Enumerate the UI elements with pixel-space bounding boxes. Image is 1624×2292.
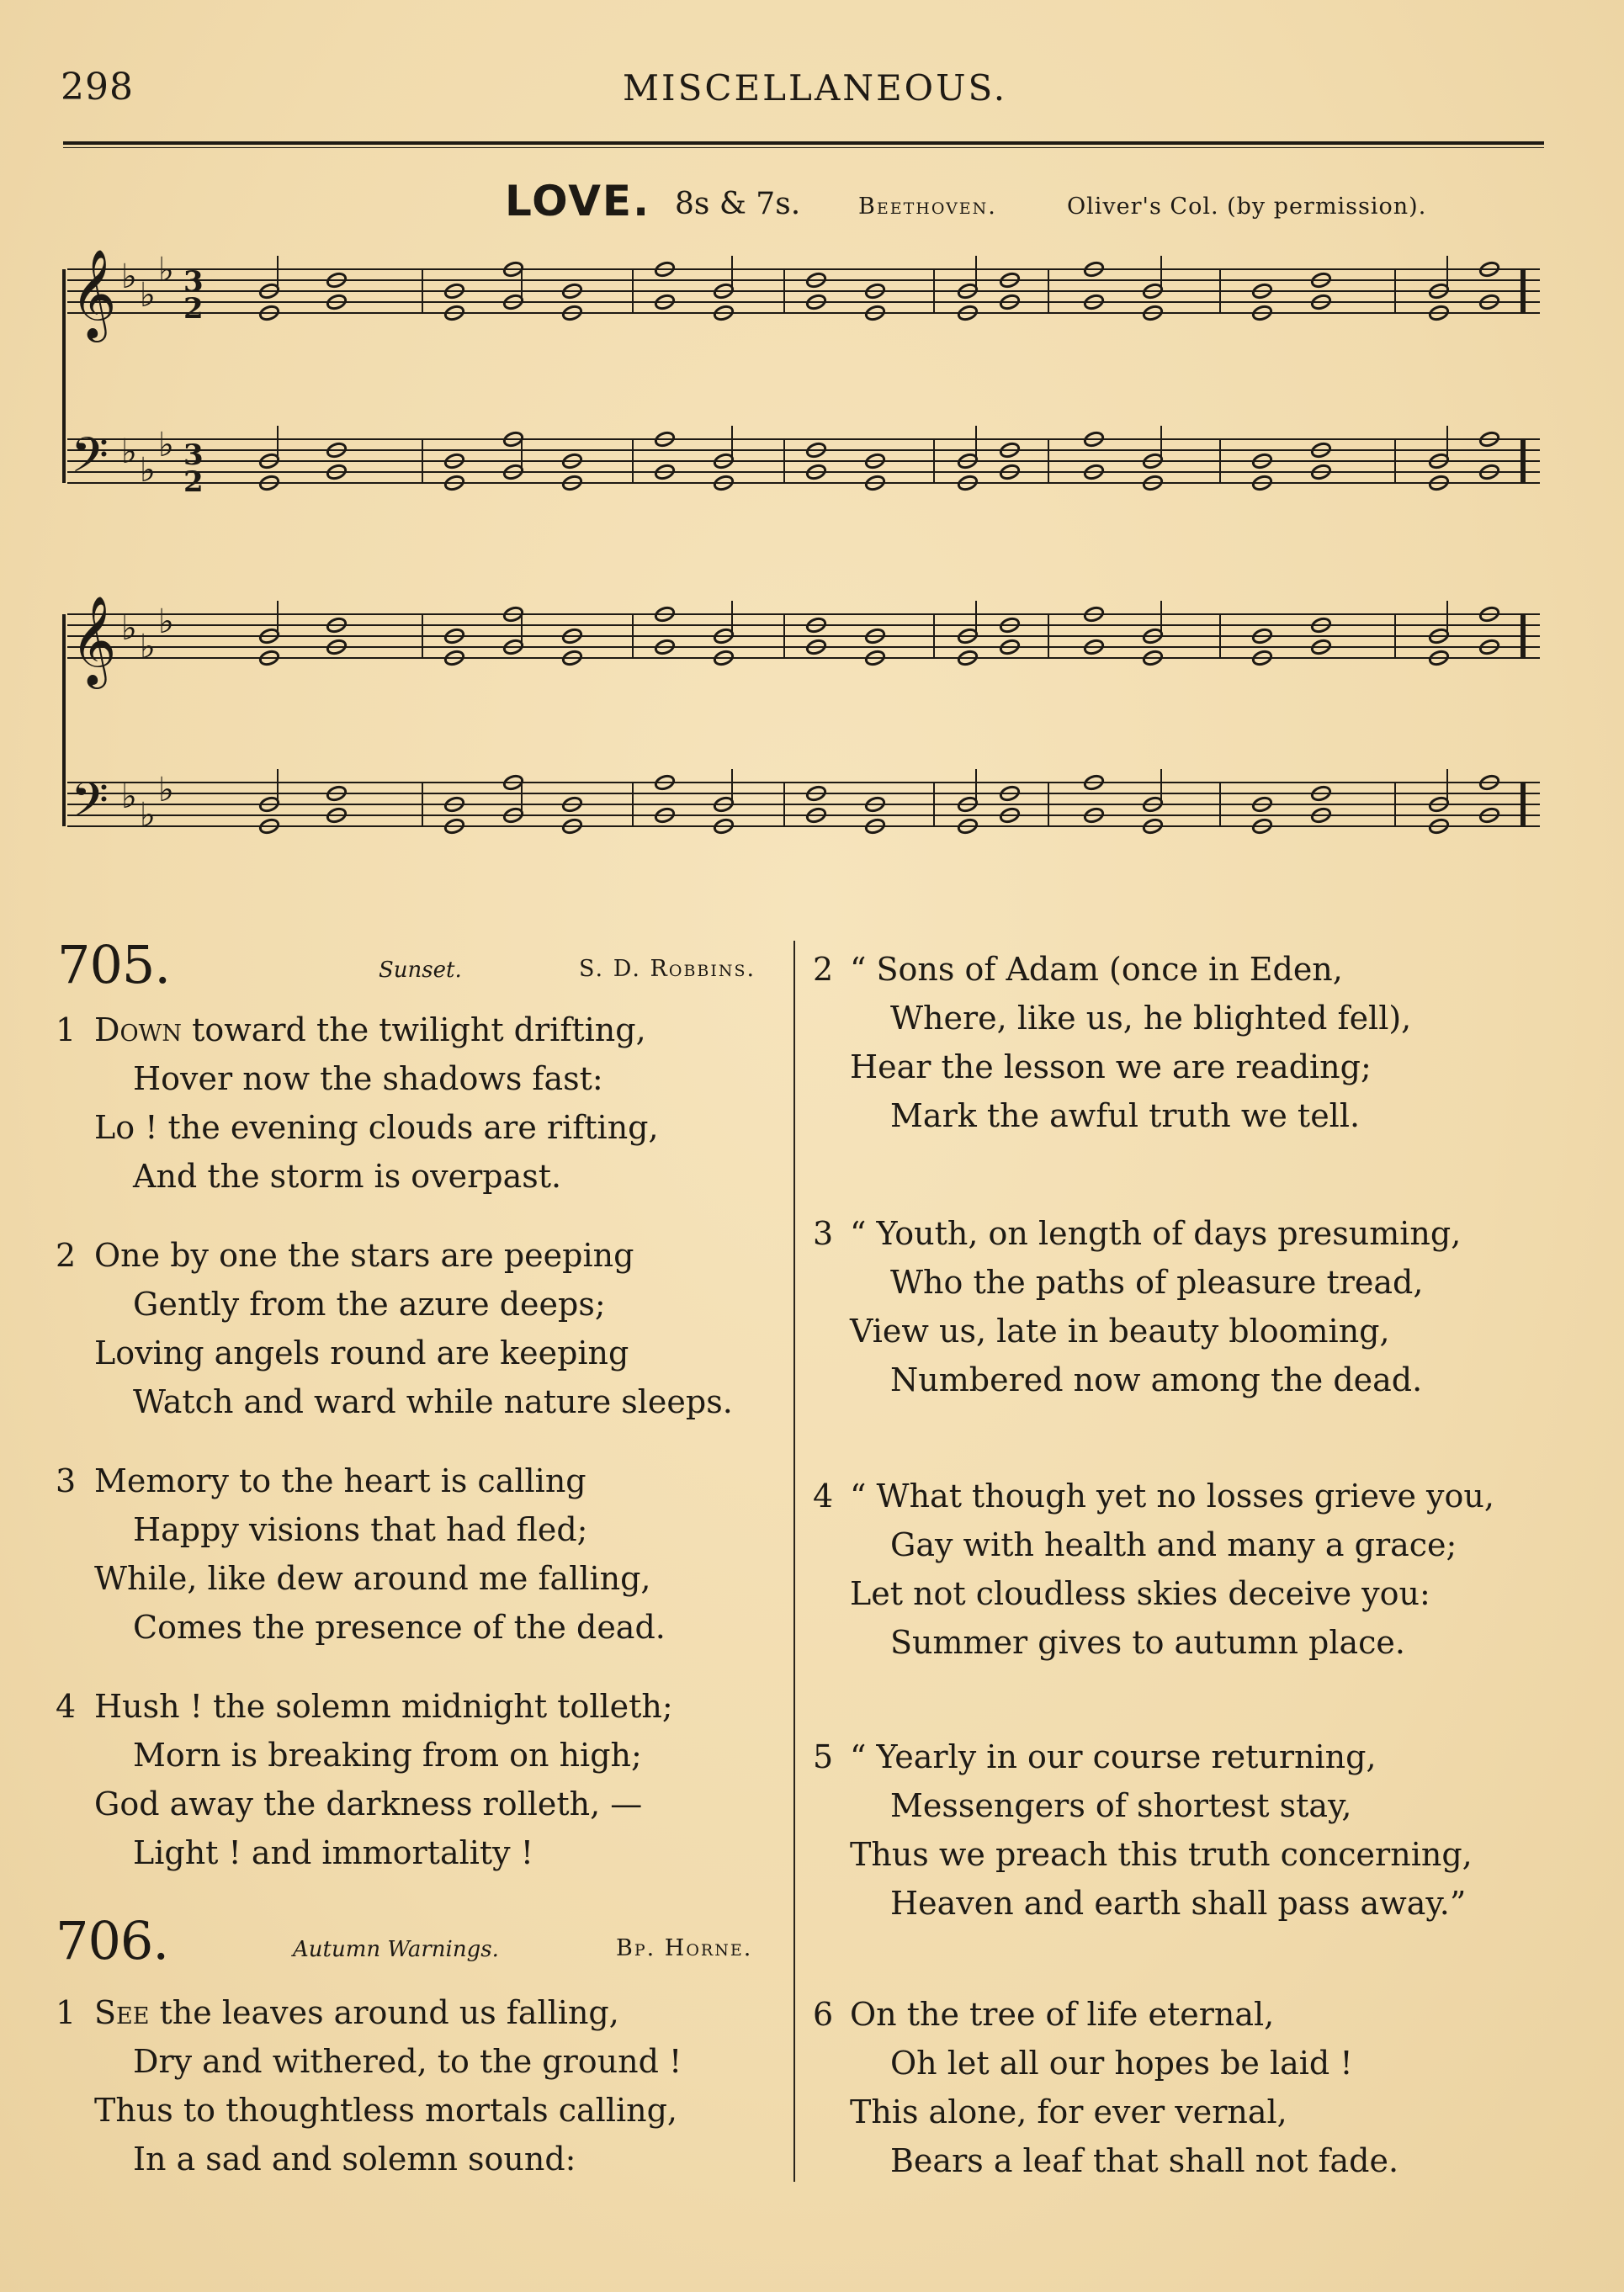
tune-composer: Beethoven. [858,194,997,220]
treble-clef-icon: 𝄞 [71,595,117,685]
verse-line: Oh let all our hopes be laid ! [890,2045,1353,2082]
verse-number: 1 [56,1994,77,2031]
hymn-title: Autumn Warnings. [293,1937,499,1962]
tune-source: Oliver's Col. (by permission). [1067,194,1427,220]
time-signature-top: 3 [183,265,204,299]
verse-line: Thus to thoughtless mortals calling, [94,2092,677,2129]
verse-line-text: the leaves around us falling, [149,1994,619,2031]
verse-line: Mark the awful truth we tell. [890,1097,1361,1134]
flat-icon: ♭ [158,602,174,641]
flat-icon: ♭ [140,451,156,490]
flat-icon: ♭ [140,628,156,666]
page-number: 298 [61,66,134,109]
hymn-number: 705. [57,934,171,995]
treble-clef-icon: 𝄞 [71,248,117,338]
verse-number: 1 [56,1011,77,1048]
bass-clef-icon: 𝄢 [71,427,109,496]
flat-icon: ♭ [121,777,137,816]
header-rule-thin [63,147,1544,148]
first-word: See [94,1994,150,2031]
verse-line: Heaven and earth shall pass away.” [890,1885,1467,1922]
flat-icon: ♭ [121,432,137,471]
verse-number: 2 [813,951,834,988]
verse-line: Messengers of shortest stay, [890,1787,1352,1824]
verse-line: “ Yearly in our course returning, [850,1738,1377,1775]
tune-title: LOVE. [505,177,651,225]
verse-line: Gay with health and many a grace; [890,1526,1457,1563]
verse-line: Happy visions that had fled; [133,1511,588,1548]
running-head: MISCELLANEOUS. [623,67,1008,109]
verse-line: Gently from the azure deeps; [133,1286,606,1323]
hymn-author: Bp. Horne. [616,1935,753,1961]
notes [258,256,1499,835]
verse-line: “ Youth, on length of days presuming, [850,1215,1462,1252]
bass-clef-icon: 𝄢 [71,772,109,841]
verse-line: Hover now the shadows fast: [133,1060,603,1097]
verse-line: On the tree of life eternal, [850,1996,1275,2033]
verse-line: “ What though yet no losses grieve you, [850,1478,1494,1515]
verse-number: 2 [56,1237,77,1274]
verse-line [94,1994,619,2031]
time-signature-bottom: 2 [183,465,204,499]
verse-line: Bears a leaf that shall not fade. [890,2142,1399,2179]
hymn-author: S. D. Robbins. [579,956,756,982]
verse-line: Let not cloudless skies deceive you: [850,1575,1430,1612]
verse-line-text: toward the twilight drifting, [181,1011,646,1048]
flat-icon: ♭ [140,796,156,835]
verse-line: Hear the lesson we are reading; [850,1048,1372,1085]
verse-line: View us, late in beauty blooming, [850,1313,1390,1350]
verse-line: This alone, for ever vernal, [850,2093,1287,2130]
flat-icon: ♭ [158,771,174,809]
verse-line: Dry and withered, to the ground ! [133,2043,682,2080]
bar-lines [64,269,1523,826]
first-word: Down [94,1011,182,1048]
time-signature-bottom: 2 [183,292,204,326]
flat-icon: ♭ [121,257,137,296]
flat-icon: ♭ [121,609,137,648]
verse-line: Watch and ward while nature sleeps. [133,1383,733,1420]
hymn-number: 706. [56,1910,169,1971]
time-signatures [183,265,204,499]
verse-line: Thus we preach this truth concerning, [850,1836,1473,1873]
verse-line: Comes the presence of the dead. [133,1609,666,1646]
verse-line: Numbered now among the dead. [890,1361,1423,1398]
verse-line: Who the paths of pleasure tread, [890,1264,1424,1301]
flat-icon: ♭ [158,426,174,464]
time-signature-top: 3 [183,438,204,472]
verse-line: “ Sons of Adam (once in Eden, [850,951,1343,988]
flat-icon: ♭ [158,251,174,289]
column-divider [793,941,795,2182]
verse-line: One by one the stars are peeping [94,1237,634,1274]
verse-number: 3 [56,1462,77,1499]
verse-number: 4 [56,1688,77,1725]
verse-line: Summer gives to autumn place. [890,1624,1405,1661]
verse-line [94,1011,646,1048]
verse-number: 5 [813,1738,834,1775]
flat-icon: ♭ [140,276,156,315]
staff-lines [67,269,1540,826]
verse-line: In a sad and solemn sound: [133,2141,576,2178]
header-rule [63,141,1544,145]
tune-meter: 8s & 7s. [675,187,801,221]
verse-line: Lo ! the evening clouds are rifting, [94,1109,659,1146]
verse-line: Hush ! the solemn midnight tolleth; [94,1688,673,1725]
verse-line: While, like dew around me falling, [94,1560,651,1597]
verse-line: Memory to the heart is calling [94,1462,586,1499]
clefs [71,248,116,841]
verse-number: 6 [813,1996,834,2033]
verse-line: Where, like us, he blighted fell), [890,1000,1412,1037]
key-signatures [121,251,174,835]
verse-line: Light ! and immortality ! [133,1834,534,1871]
verse-line: Morn is breaking from on high; [133,1737,642,1774]
verse-number: 4 [813,1478,834,1515]
music-score [59,237,1557,885]
verse-line: And the storm is overpast. [133,1158,562,1195]
verse-line: Loving angels round are keeping [94,1334,629,1371]
hymn-title: Sunset. [379,958,462,983]
verse-number: 3 [813,1215,834,1252]
verse-line: God away the darkness rolleth, — [94,1785,643,1822]
